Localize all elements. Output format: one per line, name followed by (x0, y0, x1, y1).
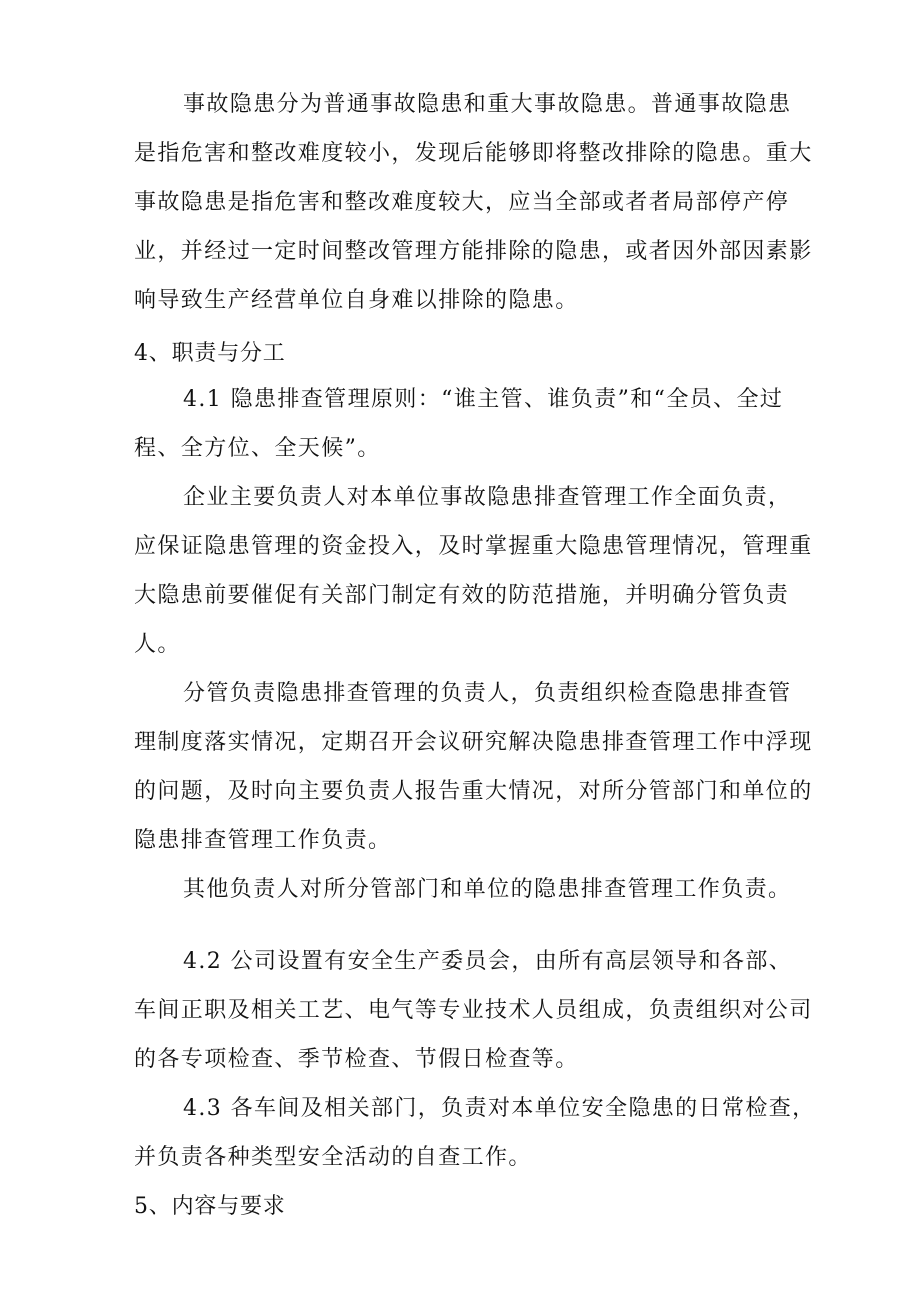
text-line: 大隐患前要催促有关部门制定有效的防范措施，并明确分管负责 (134, 583, 790, 608)
text-line: 应保证隐患管理的资金投入，及时掌握重大隐患管理情况，管理重 (134, 534, 813, 559)
text-line: 分管负责隐患排查管理的负责人，负责组织检查隐患排查管 (183, 681, 792, 706)
text-line: 企业主要负责人对本单位事故隐患排查管理工作全面负责， (183, 485, 792, 510)
text-line: 车间正职及相关工艺、电气等专业技术人员组成，负责组织对公司 (134, 998, 813, 1023)
text-line: 4.3 各车间及相关部门，负责对本单位安全隐患的日常检查， (183, 1096, 816, 1121)
text-line: 4.1 隐患排查管理原则：“谁主管、谁负责”和“全员、全过 (183, 387, 784, 412)
text-line: 程、全方位、全天候”。 (134, 436, 381, 461)
text-line: 是指危害和整改难度较小，发现后能够即将整改排除的隐患。重大 (134, 141, 813, 166)
section-heading: 4、职责与分工 (134, 341, 286, 366)
text-line: 4.2 公司设置有安全生产委员会，由所有高层领导和各部、 (183, 949, 793, 974)
text-line: 并负责各种类型安全活动的自查工作。 (134, 1145, 532, 1170)
text-line: 人。 (134, 632, 181, 657)
text-line: 事故隐患分为普通事故隐患和重大事故隐患。普通事故隐患 (183, 92, 792, 117)
text-line: 的各专项检查、季节检查、节假日检查等。 (134, 1047, 579, 1072)
text-line: 业，并经过一定时间整改管理方能排除的隐患，或者因外部因素影 (134, 239, 813, 264)
text-line: 的问题，及时向主要负责人报告重大情况，对所分管部门和单位的 (134, 779, 813, 804)
text-line: 理制度落实情况，定期召开会议研究解决隐患排查管理工作中浮现 (134, 730, 813, 755)
text-line: 其他负责人对所分管部门和单位的隐患排查管理工作负责。 (183, 877, 792, 902)
text-line: 响导致生产经营单位自身难以排除的隐患。 (134, 288, 579, 313)
text-line: 隐患排查管理工作负责。 (134, 828, 392, 853)
text-line: 事故隐患是指危害和整改难度较大，应当全部或者者局部停产停 (134, 190, 790, 215)
section-heading: 5、内容与要求 (134, 1194, 286, 1219)
